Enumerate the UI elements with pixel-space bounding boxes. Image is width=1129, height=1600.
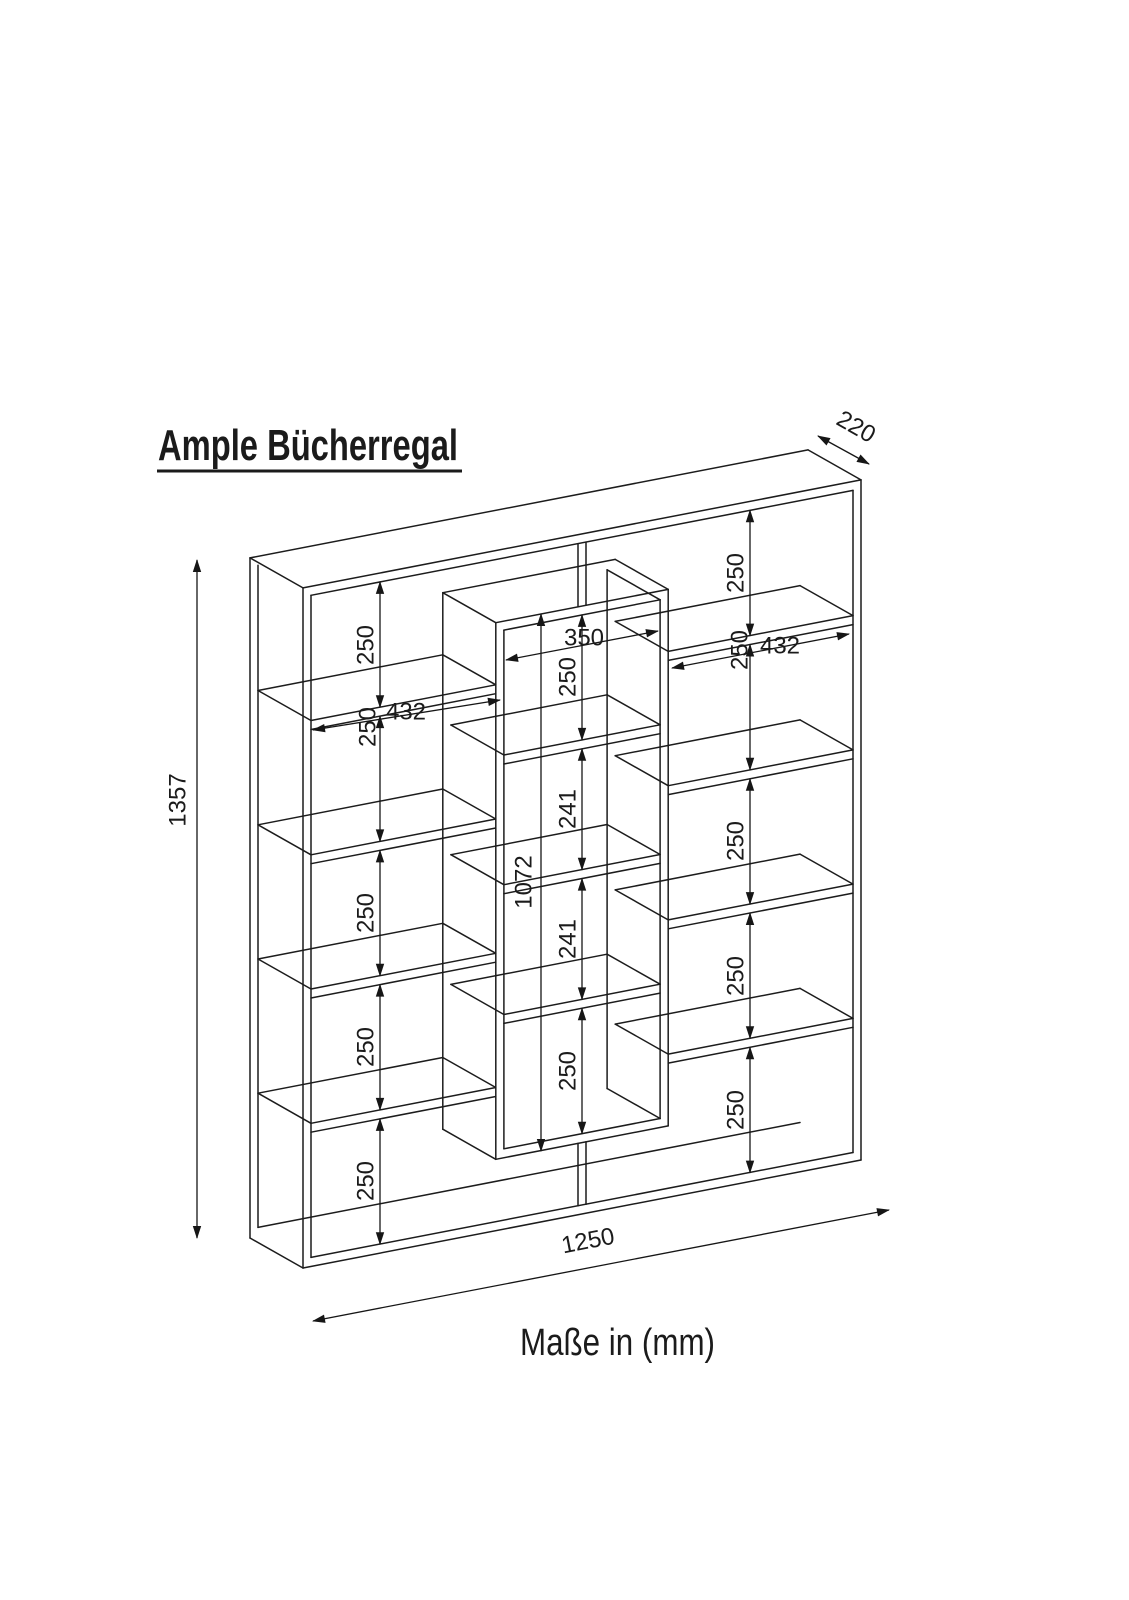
panel-edge bbox=[800, 720, 853, 750]
panel-edge bbox=[800, 586, 853, 616]
panel-edge bbox=[451, 954, 607, 984]
dim-center-inner-width-label: 350 bbox=[563, 624, 605, 652]
panel-edge bbox=[311, 490, 853, 595]
panel-edge bbox=[258, 655, 443, 691]
panel-edge bbox=[615, 720, 800, 756]
panel-edge bbox=[443, 1129, 496, 1159]
panel-edge bbox=[311, 1088, 496, 1124]
panel-edge bbox=[311, 828, 496, 864]
dim-left-compartments-0-label: 250 bbox=[352, 1160, 380, 1202]
dim-depth-label: 220 bbox=[831, 405, 881, 449]
panel-edge bbox=[615, 854, 800, 890]
dim-right-compartments-3-label: 250 bbox=[726, 629, 754, 671]
panel-edge bbox=[311, 953, 496, 989]
dim-left-compartments-2-label: 250 bbox=[352, 892, 380, 934]
panel-edge bbox=[800, 854, 853, 884]
dim-left-width-label: 432 bbox=[385, 698, 427, 726]
panel-edge bbox=[451, 825, 607, 855]
dim-right-compartments-2-label: 250 bbox=[722, 820, 750, 862]
panel-edge bbox=[615, 559, 668, 589]
panel-edge bbox=[250, 1238, 303, 1268]
dim-left-compartments-3-label: 250 bbox=[354, 706, 382, 748]
panel-edge bbox=[668, 1027, 853, 1063]
panel-edge bbox=[668, 884, 853, 920]
dim-right-compartments-1-label: 250 bbox=[722, 955, 750, 997]
panel-edge bbox=[607, 695, 660, 725]
dim-right-compartments-0-label: 250 bbox=[722, 1089, 750, 1131]
panel-edge bbox=[258, 923, 443, 959]
panel-edge bbox=[668, 1018, 853, 1054]
dim-width-label: 1250 bbox=[559, 1222, 617, 1260]
panel-edge bbox=[258, 789, 443, 825]
panel-edge bbox=[607, 954, 660, 984]
dim-center-compartments-0-label: 250 bbox=[554, 1050, 582, 1092]
dim-center-compartments-3-label: 250 bbox=[554, 656, 582, 698]
dim-center-compartments-2-label: 241 bbox=[554, 788, 582, 830]
panel-edge bbox=[258, 1058, 443, 1094]
units-note: Maße in (mm) bbox=[520, 1322, 715, 1364]
panel-edge bbox=[311, 1097, 496, 1133]
panel-edge bbox=[668, 893, 853, 929]
panel-edge bbox=[668, 759, 853, 795]
panel-edge bbox=[443, 789, 496, 819]
panel-edge bbox=[443, 923, 496, 953]
bookshelf-outline bbox=[250, 450, 861, 1268]
panel-edge bbox=[451, 695, 607, 725]
panel-edge bbox=[607, 825, 660, 855]
dim-right-compartments-4-label: 250 bbox=[722, 552, 750, 594]
dim-center-compartments-1-label: 241 bbox=[554, 918, 582, 960]
panel-edge bbox=[615, 988, 800, 1024]
panel-edge bbox=[443, 1058, 496, 1088]
panel-edge bbox=[607, 570, 660, 600]
dim-left-compartments-1-label: 250 bbox=[352, 1026, 380, 1068]
panel-edge bbox=[303, 480, 861, 588]
dim-left-compartments-4-label: 250 bbox=[352, 624, 380, 666]
panel-edge bbox=[311, 819, 496, 855]
dim-height-label: 1357 bbox=[164, 773, 192, 827]
panel-edge bbox=[808, 450, 861, 480]
dimension-annotations bbox=[165, 405, 890, 1321]
dim-right-width-label: 432 bbox=[759, 632, 801, 660]
panel-edge bbox=[668, 750, 853, 786]
panel-edge bbox=[311, 962, 496, 998]
panel-edge bbox=[443, 593, 496, 623]
panel-edge bbox=[607, 1089, 660, 1119]
panel-edge bbox=[800, 988, 853, 1018]
panel-edge bbox=[443, 655, 496, 685]
dim-center-height-label: 1072 bbox=[510, 855, 538, 909]
figure-title: Ample Bücherregal bbox=[158, 421, 458, 470]
panel-edge bbox=[258, 1123, 800, 1228]
